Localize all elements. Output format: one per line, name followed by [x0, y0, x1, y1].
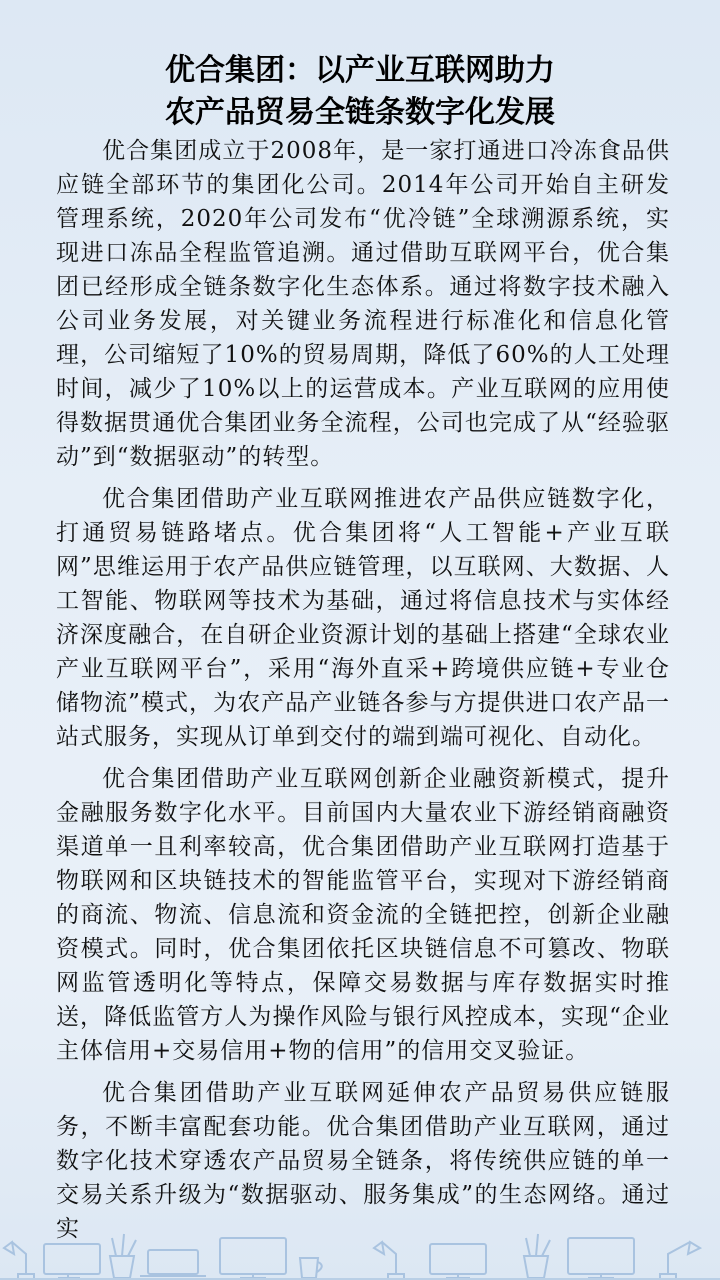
monitor-icon [568, 1238, 634, 1274]
mug-icon [300, 1258, 322, 1278]
article-body [56, 134, 670, 1254]
article-title-line-1: 优合集团：以产业互联网助力 [165, 53, 555, 89]
monitor-icon [44, 1244, 100, 1274]
article-paragraph-1: 优合集团成立于2008年，是一家打通进口冷冻食品供应链全部环节的集团化公司。2014年公司开始自主研发管理系统，2020年公司发布“优冷链”全球溯源系统，实现进口冻品全程监管追溯。通过借助互联网平台，优合集团已经形成全链条数字化生态体系。通过将数字技术融入公司业务发展，对关键业务流程进行标准化和信息化管理，公司缩短了10%的贸易周期，降低了60%的人工处理时间，减少了10%以上的运营成本。产业互联网的应用使得数据贯通优合集团业务全流程，公司也完成了从“经验驱动”到“数据驱动”的转型。 [56, 138, 670, 470]
desk-lamp-icon [4, 1242, 34, 1278]
article-title [40, 50, 680, 134]
article-paragraph-3: 优合集团借助产业互联网创新企业融资新模式，提升金融服务数字化水平。目前国内大量农业下游经销商融资渠道单一且利率较高，优合集团借助产业互联网打造基于物联网和区块链技术的智能监管平台，实现对下游经销商的商流、物流、信息流和资金流的全链把控，创新企业融资模式。同时，优合集团依托区块链信息不可篡改、物联网监管透明化等特点，保障交易数据与库存数据实时推送，降低监管方人为操作风险与银行风控成本，实现“企业主体信用+交易信用+物的信用”的信用交叉验证。 [56, 766, 670, 1064]
article-title-line-2: 农产品贸易全链条数字化发展 [165, 95, 555, 131]
office-illustration-footer [0, 1218, 720, 1280]
article-paragraph-2: 优合集团借助产业互联网推进农产品供应链数字化，打通贸易链路堵点。优合集团将“人工智能+产业互联网”思维运用于农产品供应链管理，以互联网、大数据、人工智能、物联网等技术为基础，通过将信息技术与实体经济深度融合，在自研企业资源计划的基础上搭建“全球农业产业互联网平台”，采用“海外直采+跨境供应链+专业仓储物流”模式，为农产品产业链各参与方提供进口农产品一站式服务，实现从订单到交付的端到端可视化、自动化。 [56, 486, 670, 750]
article-paragraph-4: 优合集团借助产业互联网延伸农产品贸易供应链服务，不断丰富配套功能。优合集团借助产业互联网，通过数字化技术穿透农产品贸易全链条，将传统供应链的单一交易关系升级为“数据驱动、服务集成”的生态网络。通过实 [56, 1080, 670, 1242]
desk-lamp-icon [374, 1242, 404, 1278]
pencil-cup-icon [110, 1234, 136, 1278]
pencil-cup-icon [524, 1234, 550, 1278]
monitor-icon [220, 1238, 286, 1274]
monitor-icon [430, 1244, 486, 1274]
laptop-icon [148, 1250, 198, 1274]
desk-lamp-icon [660, 1242, 700, 1278]
